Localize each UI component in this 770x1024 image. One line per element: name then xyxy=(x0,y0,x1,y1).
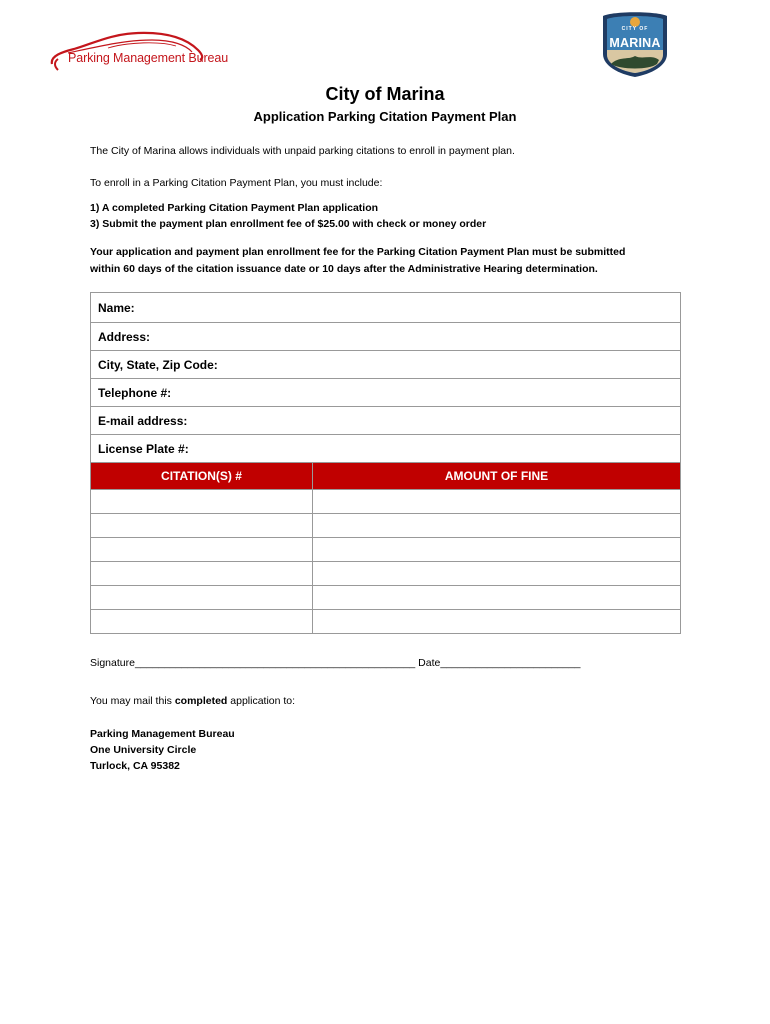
car-outline-icon xyxy=(48,26,238,72)
amount-cell[interactable] xyxy=(313,610,681,634)
mail-lead-emphasis: completed xyxy=(174,695,228,707)
form-field-row xyxy=(91,351,681,379)
amount-cell[interactable] xyxy=(313,586,681,610)
name-field[interactable]: Name: xyxy=(91,293,681,323)
amount-cell[interactable] xyxy=(313,562,681,586)
table-row xyxy=(91,562,681,586)
address-field[interactable]: Address: xyxy=(91,323,681,351)
amount-cell[interactable] xyxy=(313,490,681,514)
license-plate-field[interactable]: License Plate #: xyxy=(91,435,681,463)
telephone-field[interactable]: Telephone #: xyxy=(91,379,681,407)
seal-city-text: CITY OF xyxy=(621,26,649,32)
deadline-text: within 60 days of the citation issuance date or 10 days after the Administrative Hearing determination. xyxy=(90,263,598,275)
address-line: Parking Management Bureau xyxy=(90,728,235,740)
table-row xyxy=(91,514,681,538)
seal-name-text: MARINA xyxy=(609,36,661,50)
table-header-row xyxy=(91,463,681,490)
mailing-address xyxy=(90,726,235,774)
mail-lead-text: You may mail this xyxy=(90,695,175,707)
intro-text: The City of Marina allows individuals with unpaid parking citations to enroll in payment plan. xyxy=(90,145,515,157)
mail-instructions xyxy=(90,695,295,707)
citation-number-cell[interactable] xyxy=(91,538,313,562)
table-row xyxy=(91,586,681,610)
amount-cell[interactable] xyxy=(313,538,681,562)
deadline-text: Your application and payment plan enrollment fee for the Parking Citation Payment Plan must be submitted xyxy=(90,246,626,258)
requirement-item: 3) Submit the payment plan enrollment fee of $25.00 with check or money order xyxy=(90,218,487,230)
page-subtitle: Application Parking Citation Payment Plan xyxy=(253,109,517,124)
form-field-row xyxy=(91,293,681,323)
citation-number-cell[interactable] xyxy=(91,514,313,538)
citation-number-cell[interactable] xyxy=(91,586,313,610)
amount-cell[interactable] xyxy=(313,514,681,538)
form-field-row xyxy=(91,407,681,435)
application-form-table xyxy=(90,292,681,634)
citation-number-cell[interactable] xyxy=(91,610,313,634)
page-title: City of Marina xyxy=(325,84,445,104)
table-row xyxy=(91,490,681,514)
amount-column-header: AMOUNT OF FINE xyxy=(313,463,681,490)
signature-date-line[interactable]: Signature________________________________________________ Date________________________ xyxy=(90,657,581,669)
table-row xyxy=(91,610,681,634)
address-line: One University Circle xyxy=(90,744,197,756)
city-state-zip-field[interactable]: City, State, Zip Code: xyxy=(91,351,681,379)
requirement-item: 1) A completed Parking Citation Payment Plan application xyxy=(90,202,379,214)
form-field-row xyxy=(91,435,681,463)
citation-column-header: CITATION(S) # xyxy=(91,463,313,490)
logo-text: Parking Management Bureau xyxy=(68,51,229,65)
address-line: Turlock, CA 95382 xyxy=(90,760,180,772)
email-field[interactable]: E-mail address: xyxy=(91,407,681,435)
form-field-row xyxy=(91,323,681,351)
form-field-row xyxy=(91,379,681,407)
parking-bureau-logo xyxy=(48,26,238,72)
mail-lead-text: application to: xyxy=(227,695,296,707)
citation-number-cell[interactable] xyxy=(91,490,313,514)
enroll-lead-text: To enroll in a Parking Citation Payment Plan, you must include: xyxy=(90,177,383,189)
city-seal xyxy=(601,10,669,78)
table-row xyxy=(91,538,681,562)
citation-number-cell[interactable] xyxy=(91,562,313,586)
